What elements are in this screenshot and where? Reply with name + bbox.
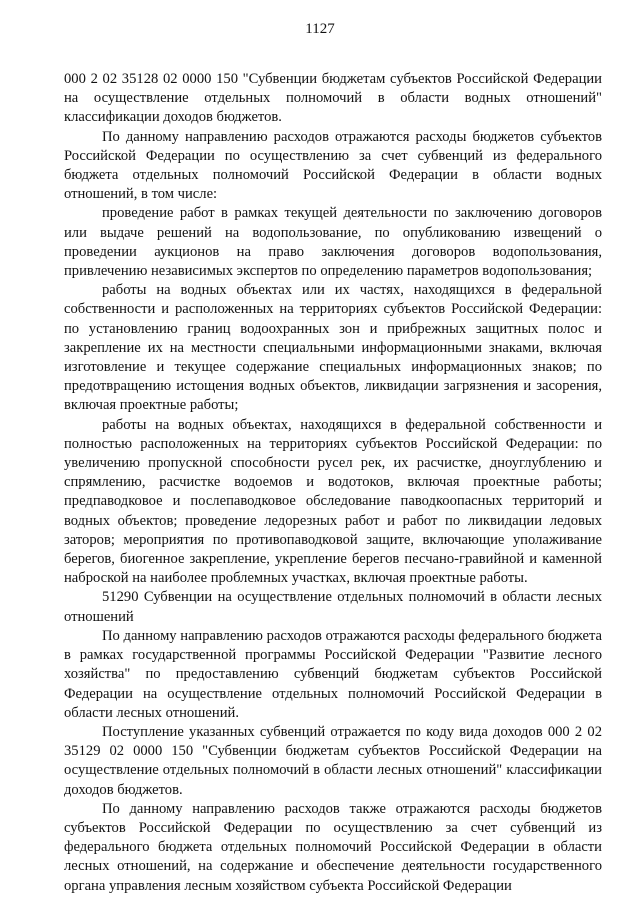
paragraph: работы на водных объектах, находящихся в федеральной собственности и полностью расположенных на территориях субъектов Российской Федерации: по увеличению пропускной способности русел рек, их расчистке, дноуглублению и спрямлению, расчистке водоемов и водотоков, включая проектные работы; предпаводковое и послепаводковое обследование паводкоопасных территорий и водных объектов; проведение ледорезных работ и работ по ликвидации ледовых заторов; мероприятия по противопаводковой защите, включающие уполаживание берегов, биогенное закрепление, укрепление берегов песчано-гравийной и каменной наброской на наиболее проблемных участках, включая проектные работы.: [64, 416, 602, 587]
paragraph: По данному направлению расходов отражаются расходы федерального бюджета в рамках государственной программы Российской Федерации "Развитие лесного хозяйства" по предоставлению субвенций бюджетам субъектов Российской Федерации на осуществление отдельных полномочий Российской Федерации в области лесных отношений.: [64, 627, 602, 721]
document-body: [64, 70, 602, 896]
paragraph: По данному направлению расходов также отражаются расходы бюджетов субъектов Российской Федерации по осуществлению за счет субвенций из федерального бюджета отдельных полномочий Российской Федерации в области лесных отношений, на содержание и обеспечение деятельности государственного органа управления лесным хозяйством субъекта Российской Федерации: [64, 800, 602, 894]
paragraph: работы на водных объектах или их частях, находящихся в федеральной собственности и расположенных на территориях субъектов Российской Федерации: по установлению границ водоохранных зон и прибрежных защитных полос и закрепление их на местности специальными информационными знаками, включая изготовление и текущее содержание специальных информационных знаков; по предотвращению истощения водных объектов, ликвидации загрязнения и засорения, включая проектные работы;: [64, 282, 602, 414]
paragraph: 000 2 02 35128 02 0000 150 "Субвенции бюджетам субъектов Российской Федерации на осуществление отдельных полномочий в области водных отношений" классификации доходов бюджетов.: [64, 71, 602, 126]
paragraph: Поступление указанных субвенций отражается по коду вида доходов 000 2 02 35129 02 0000 150 "Субвенции бюджетам субъектов Российской Федерации на осуществление отдельных полномочий в области лесных отношений" классификации доходов бюджетов.: [64, 723, 602, 798]
page-number: 1127: [305, 21, 335, 37]
section-heading: 51290 Субвенции на осуществление отдельных полномочий в области лесных отношений: [64, 589, 602, 625]
paragraph: проведение работ в рамках текущей деятельности по заключению договоров или выдаче решений на водопользование, по опубликованию извещений о проведении аукционов на право заключения договоров водопользования, привлечению независимых экспертов по определению параметров водопользования;: [64, 205, 602, 280]
paragraph: По данному направлению расходов отражаются расходы бюджетов субъектов Российской Федерации по осуществлению за счет субвенций из федерального бюджета отдельных полномочий Российской Федерации в области водных отношений, в том числе:: [64, 128, 602, 203]
